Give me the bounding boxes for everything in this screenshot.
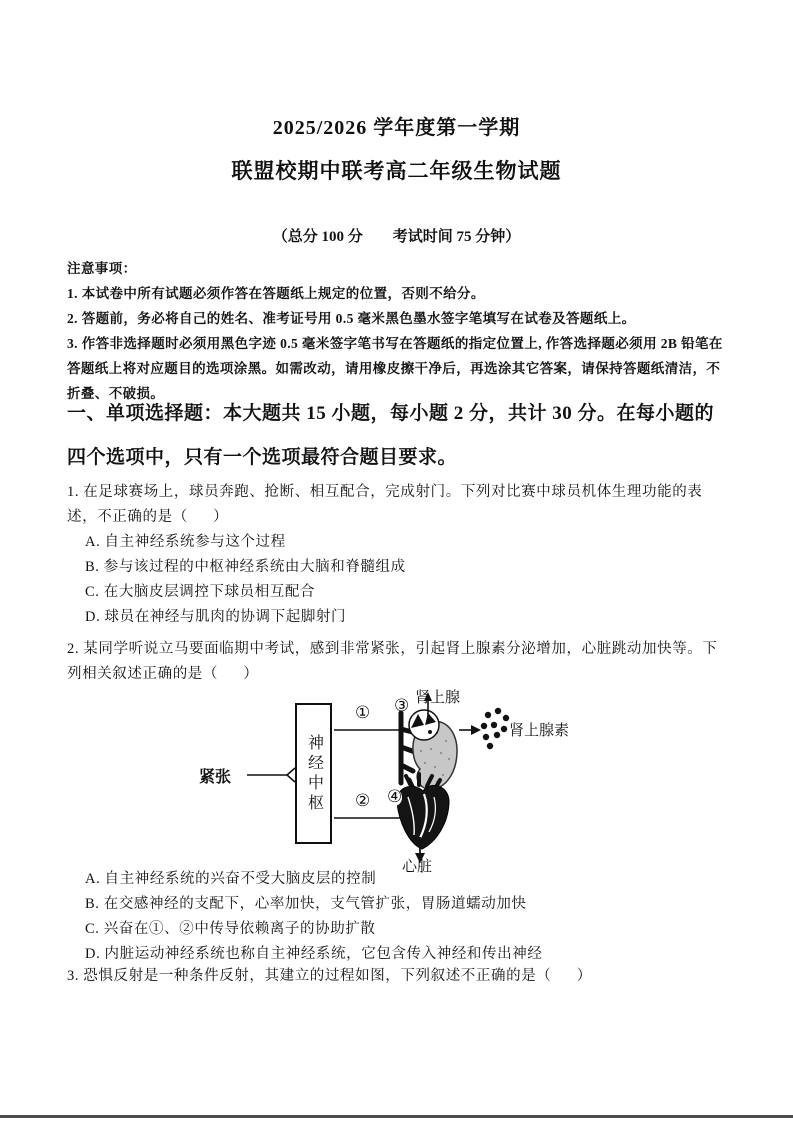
question-2-option-a: A. 自主神经系统的兴奋不受大脑皮层的控制 [85,871,377,887]
notice-item-1: 1. 本试卷中所有试题必须作答在答题纸上规定的位置，否则不给分。 [67,286,485,301]
notice-heading: 注意事项： [67,261,137,276]
question-1-option-d: D. 球员在神经与肌肉的协调下起脚射门 [85,609,347,625]
nerve-center-label: 神经中枢 [305,733,323,814]
hormone-arrow [459,725,481,735]
question-2-option-d: D. 内脏运动神经系统也称自主神经系统，它包含传入神经和传出神经 [85,946,543,962]
hormone-dots [481,708,509,749]
question-2 [67,637,729,687]
question-2-stem: 2. 某同学听说立马要面临期中考试，感到非常紧张，引起肾上腺素分泌增加，心脏跳动加快等。下列相关叙述正确的是（ ） [67,641,718,682]
question-2-option-b: B. 在交感神经的支配下，心率加快，支气管扩张，胃肠道蠕动加快 [85,896,527,912]
stimulus-label: 紧张 [199,769,232,786]
stimulus-arrow [247,768,295,782]
question-3 [67,964,729,989]
exam-score-time: （总分 100 分 考试时间 75 分钟） [272,229,521,245]
question-1 [67,480,729,630]
page-bottom-edge [0,1115,793,1118]
nerve-center-box [295,703,332,844]
exam-title-subject: 联盟校期中联考高二年级生物试题 [231,159,562,183]
circled-number-2: ② [355,791,371,811]
diagram-artwork [175,685,735,890]
exam-title-semester: 2025/2026 学年度第一学期 [272,117,521,139]
question-2-diagram [175,685,735,890]
question-3-stem: 3. 恐惧反射是一种条件反射，其建立的过程如图，下列叙述不正确的是（ ） [67,968,592,984]
notice-block [67,256,729,406]
question-1-option-c: C. 在大脑皮层调控下球员相互配合 [85,584,316,600]
circled-number-4: ④ [387,787,403,807]
notice-item-3: 3. 作答非选择题时必须用黑色字迹 0.5 毫米签字笔书写在答题纸的指定位置上, 作答选择题必须用 2B 铅笔在答题纸上将对应题目的选项涂黑。如需改动，请用橡皮擦干净后，再选涂其它答案，请保持答题纸清洁，不折叠、不破损。 [67,336,723,401]
question-2-options [67,867,729,967]
question-1-option-b: B. 参与该过程的中枢神经系统由大脑和脊髓组成 [85,559,406,575]
question-1-stem: 1. 在足球赛场上，球员奔跑、抢断、相互配合，完成射门。下列对比赛中球员机体生理功能的表述，不正确的是（ ） [67,484,703,525]
circled-number-1: ① [355,703,371,723]
notice-item-2: 2. 答题前，务必将自己的姓名、准考证号用 0.5 毫米黑色墨水签字笔填写在试卷及答题纸上。 [67,311,636,326]
adrenaline-label: 肾上腺素 [509,723,570,739]
circled-number-3: ③ [394,696,410,716]
adrenal-gland-label: 肾上腺 [415,690,461,706]
section-one-heading: 一、单项选择题：本大题共 15 小题，每小题 2 分，共计 30 分。在每小题的四个选项中，只有一个选项最符合题目要求。 [67,403,715,468]
heart-label: 心脏 [402,859,433,875]
question-2-option-c: C. 兴奋在①、②中传导依赖离子的协助扩散 [85,921,376,937]
question-1-option-a: A. 自主神经系统参与这个过程 [85,534,286,550]
